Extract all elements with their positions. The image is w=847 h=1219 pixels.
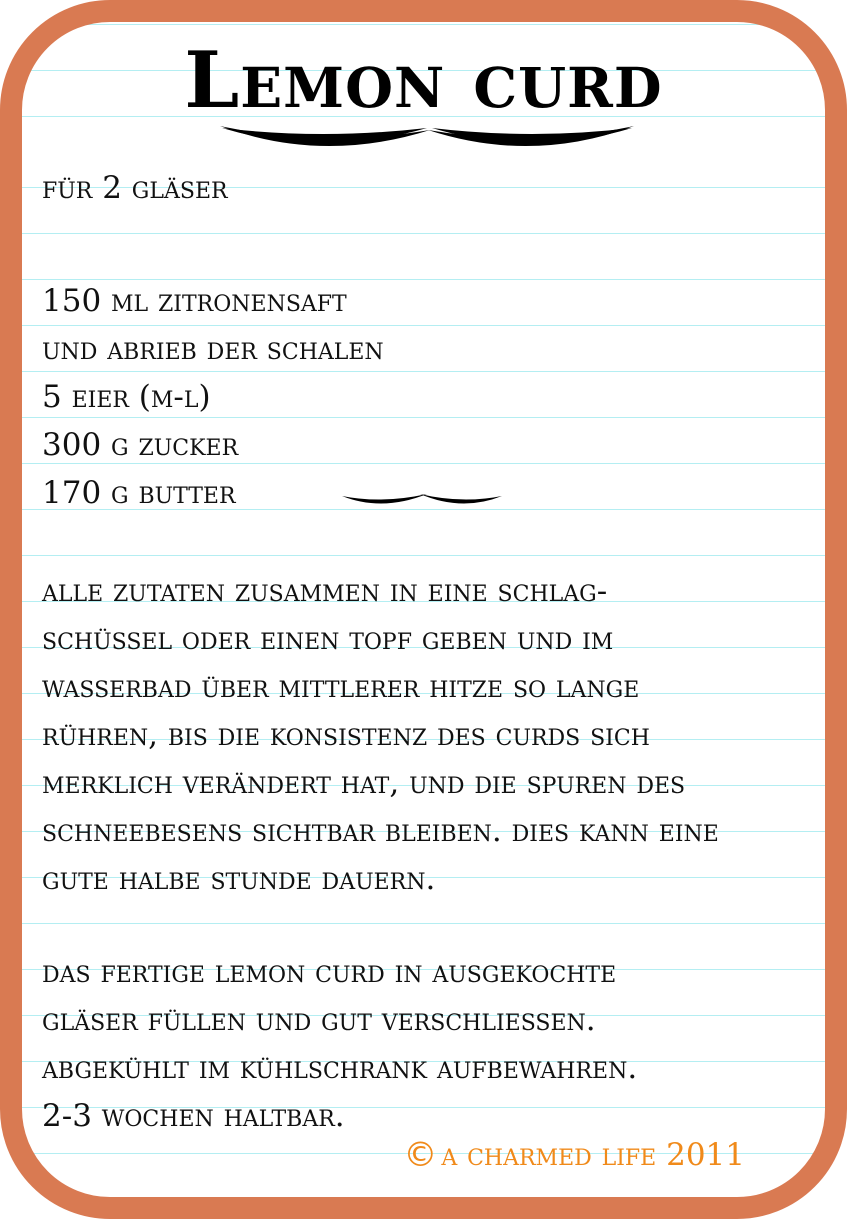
ingredient-item: 300 g zucker — [42, 427, 239, 463]
ingredient-item: und abrieb der schalen — [42, 331, 384, 367]
storage-line: gläser füllen und gut verschliessen. — [42, 1002, 596, 1038]
instruction-line: rühren, bis die konsistenz des curds sich — [42, 717, 650, 753]
ingredient-item: 150 ml zitronensaft — [42, 283, 347, 319]
storage-line: 2-3 wochen haltbar. — [42, 1098, 345, 1134]
divider-swash-ornament — [332, 478, 512, 518]
instruction-line: merklich verändert hat, und die spuren des — [42, 765, 686, 801]
recipe-title: Lemon curd — [184, 35, 663, 126]
instruction-line: schüssel oder einen topf geben und im — [42, 621, 614, 657]
ingredient-item: 5 eier (m-l) — [42, 379, 211, 415]
instruction-line: alle zutaten zusammen in eine schlag- — [42, 573, 608, 609]
servings-text: für 2 gläser — [42, 170, 228, 206]
storage-line: das fertige lemon curd in ausgekochte — [42, 954, 617, 990]
instructions-paragraph — [42, 567, 719, 903]
title-swash-ornament — [202, 118, 652, 168]
storage-line: abgekühlt im kühlschrank aufbewahren. — [42, 1050, 638, 1086]
storage-paragraph — [42, 948, 637, 1140]
instruction-line: wasserbad über mittlerer hitze so lange — [42, 669, 640, 705]
instruction-line: gute halbe stunde dauern. — [42, 861, 436, 897]
copyright-icon: © — [403, 1135, 438, 1175]
instruction-line: schneebesens sichtbar bleiben. dies kann eine — [42, 813, 719, 849]
ingredient-item: 170 g butter — [42, 475, 236, 511]
credit-text: a charmed life 2011 — [441, 1137, 745, 1173]
credit-line — [403, 1137, 745, 1173]
